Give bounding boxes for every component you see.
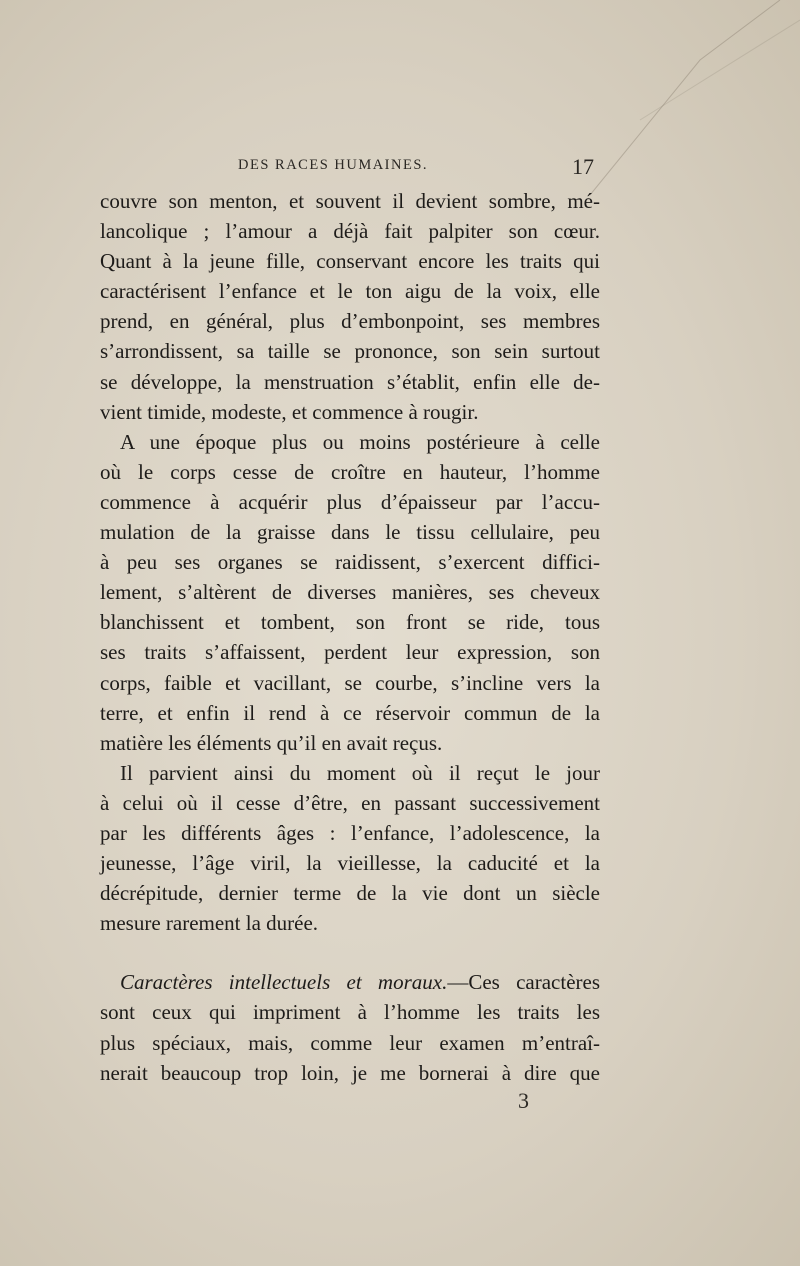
text-line: mesure rarement la durée. <box>100 911 319 936</box>
text-line: A une époque plus ou moins postérieure à celle <box>120 429 600 454</box>
section-heading: Caractères intellectuels et moraux. <box>120 970 448 995</box>
text-line: blanchissent et tombent, son front se ride, tous <box>100 610 600 635</box>
text-line: à peu ses organes se raidissent, s’exercent diffici- <box>100 550 600 575</box>
text-line: matière les éléments qu’il en avait reçus. <box>100 730 443 755</box>
text-line: ses traits s’affaissent, perdent leur expression, son <box>100 640 600 665</box>
text-line: corps, faible et vacillant, se courbe, s’incline vers la <box>100 670 600 695</box>
text-line: couvre son menton, et souvent il devient sombre, mé- <box>100 189 600 213</box>
text-line: jeunesse, l’âge viril, la vieillesse, la caducité et la <box>100 851 600 876</box>
text-line: s’arrondissent, sa taille se prononce, son sein surtout <box>100 339 600 364</box>
text-line: par les différents âges : l’enfance, l’adolescence, la <box>100 820 600 845</box>
running-title: DES RACES HUMAINES. <box>238 157 429 173</box>
text-line: vient timide, modeste, et commence à rougir. <box>100 399 479 424</box>
text-line: Quant à la jeune fille, conservant encore les traits qui <box>100 249 600 274</box>
section-first-line <box>100 967 600 997</box>
section-heading-continuation: —Ces caractères <box>447 970 600 995</box>
text-line: sont ceux qui impriment à l’homme les traits les <box>100 1000 600 1025</box>
text-line: se développe, la menstruation s’établit, enfin elle de- <box>100 369 600 394</box>
text-line: nerait beaucoup trop loin, je me bornerai à dire que <box>100 1060 600 1085</box>
text-line: mulation de la graisse dans le tissu cellulaire, peu <box>100 520 600 545</box>
text-line: lancolique ; l’amour a déjà fait palpiter son cœur. <box>100 219 600 244</box>
text-line: commence à acquérir plus d’épaisseur par l’accu- <box>100 489 600 514</box>
text-line: plus spéciaux, mais, comme leur examen m’entraî- <box>100 1030 600 1055</box>
signature-mark: 3 <box>518 1088 529 1113</box>
text-line: prend, en général, plus d’embonpoint, ses membres <box>100 309 600 334</box>
text-line: où le corps cesse de croître en hauteur, l’homme <box>100 459 600 484</box>
page-number: 17 <box>572 154 594 179</box>
text-line: lement, s’altèrent de diverses manières, ses cheveux <box>100 580 600 605</box>
text-line: terre, et enfin il rend à ce réservoir commun de la <box>100 700 600 725</box>
text-line: à celui où il cesse d’être, en passant successivement <box>100 790 600 815</box>
text-line: décrépitude, dernier terme de la vie dont un siècle <box>100 881 600 906</box>
text-line: Il parvient ainsi du moment où il reçut le jour <box>120 760 600 785</box>
text-line: caractérisent l’enfance et le ton aigu de la voix, elle <box>100 279 600 304</box>
body-text <box>100 186 600 1088</box>
section-gap <box>100 938 600 967</box>
